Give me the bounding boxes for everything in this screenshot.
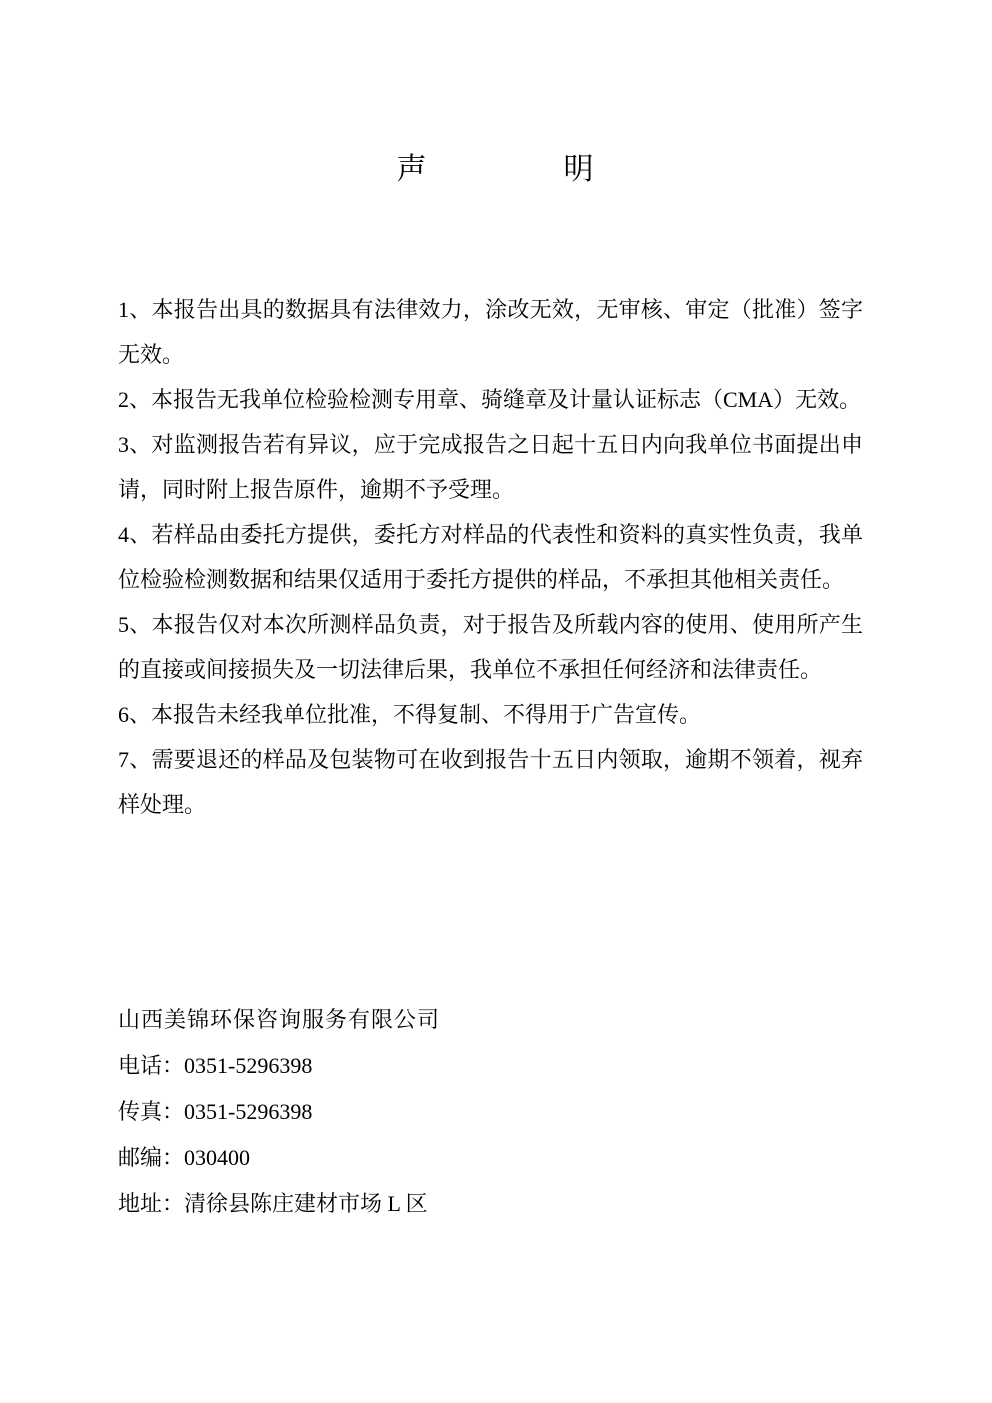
statement-item-5: 5、本报告仅对本次所测样品负责，对于报告及所载内容的使用、使用所产生的直接或间接损失及一切法律后果，我单位不承担任何经济和法律责任。: [118, 612, 863, 682]
phone-label: 电话：: [118, 1053, 185, 1078]
postal-code-label: 邮编：: [118, 1145, 185, 1170]
page-title-char-right: 明: [563, 153, 596, 186]
statement-item-4: 4、若样品由委托方提供，委托方对样品的代表性和资料的真实性负责，我单位检验检测数据和结果仅适用于委托方提供的样品，不承担其他相关责任。: [118, 522, 863, 592]
company-info-section: [118, 997, 863, 1227]
page-title: [0, 148, 992, 192]
statement-item-3: 3、对监测报告若有异议，应于完成报告之日起十五日内向我单位书面提出申请，同时附上报告原件，逾期不予受理。: [118, 432, 863, 502]
statement-item-1: 1、本报告出具的数据具有法律效力，涂改无效，无审核、审定（批准）签字无效。: [118, 297, 863, 367]
phone-value: 0351-5296398: [184, 1053, 313, 1078]
statement-item-6: 6、本报告未经我单位批准，不得复制、不得用于广告宣传。: [118, 702, 702, 727]
contact-line-address: [118, 1181, 863, 1227]
address-value: 清徐县陈庄建材市场 L 区: [184, 1191, 428, 1216]
address-label: 地址：: [118, 1191, 185, 1216]
statement-item-7: 7、需要退还的样品及包装物可在收到报告十五日内领取，逾期不领着，视弃样处理。: [118, 747, 863, 817]
contact-line-phone: [118, 1043, 863, 1089]
page-title-char-left: 声: [396, 153, 429, 186]
fax-value: 0351-5296398: [184, 1099, 313, 1124]
company-name: 山西美锦环保咨询服务有限公司: [118, 1007, 441, 1032]
postal-code-value: 030400: [184, 1145, 251, 1170]
contact-line-postal-code: [118, 1135, 863, 1181]
statement-item-2: 2、本报告无我单位检验检测专用章、骑缝章及计量认证标志（CMA）无效。: [118, 387, 862, 412]
contact-line-fax: [118, 1089, 863, 1135]
fax-label: 传真：: [118, 1099, 185, 1124]
statements-section: [118, 287, 863, 827]
